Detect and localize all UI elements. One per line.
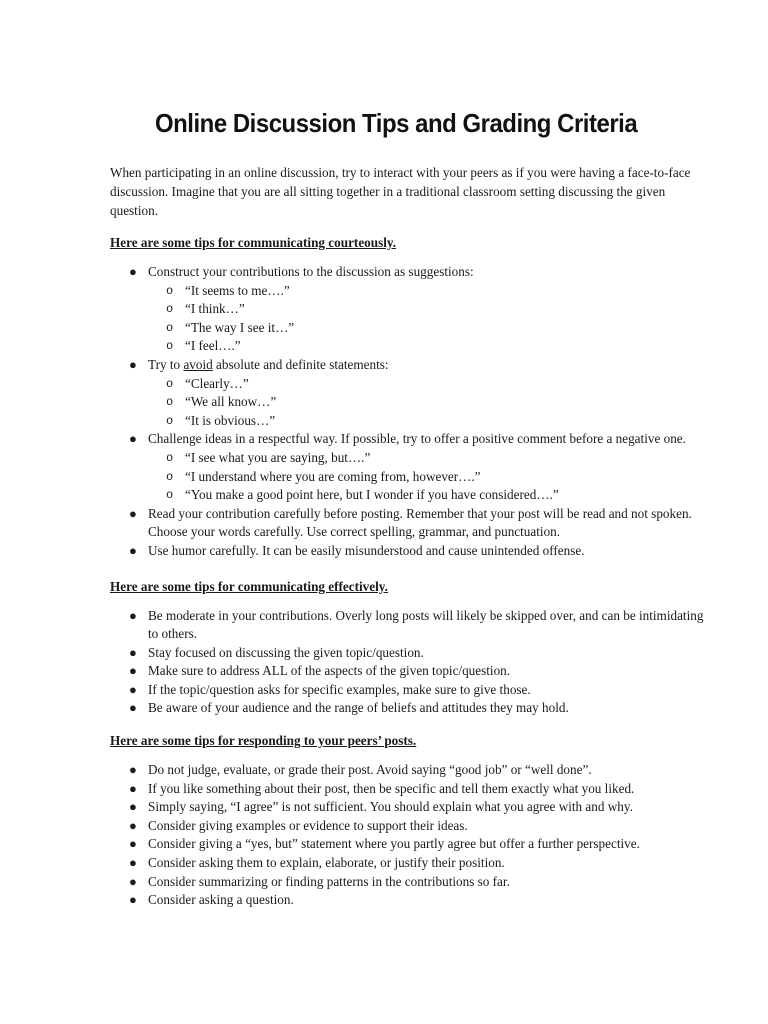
- bullet-icon: ●: [129, 681, 137, 697]
- sub-item-text: “It seems to me….”: [185, 282, 290, 298]
- sub-list-item: [166, 375, 708, 394]
- sub-list: [148, 449, 708, 505]
- list-item: [129, 891, 708, 910]
- circle-bullet-icon: o: [166, 469, 174, 484]
- circle-bullet-icon: o: [166, 302, 174, 317]
- list-item: [129, 662, 708, 681]
- sub-item-text: “I see what you are saying, but….”: [185, 449, 371, 465]
- emphasized-word: avoid: [183, 356, 213, 372]
- list-item-text: Use humor carefully. It can be easily misunderstood and cause unintended offense.: [148, 542, 585, 558]
- list-item-text: Make sure to address ALL of the aspects of the given topic/question.: [148, 663, 511, 679]
- bullet-icon: ●: [129, 836, 137, 852]
- bullet-icon: ●: [129, 700, 137, 716]
- list-item: [129, 263, 708, 356]
- circle-bullet-icon: o: [166, 413, 174, 428]
- list-item-text: Construct your contributions to the discussion as suggestions:: [148, 264, 474, 279]
- courtesy-tips-list: [110, 263, 708, 561]
- list-item-text: Be moderate in your contributions. Overly long posts will likely be skipped over, and can be intimidating to others.: [148, 607, 704, 642]
- sub-item-text: “We all know…”: [185, 394, 277, 410]
- list-item-text: Consider summarizing or finding patterns in the contributions so far.: [148, 873, 510, 889]
- list-item-text-prefix: Try to: [148, 356, 184, 372]
- list-item: [129, 681, 708, 700]
- sub-item-text: “I understand where you are coming from, however….”: [185, 468, 481, 484]
- circle-bullet-icon: o: [166, 395, 174, 410]
- bullet-icon: ●: [129, 431, 137, 447]
- bullet-icon: ●: [129, 264, 137, 279]
- sub-list: [148, 375, 708, 431]
- bullet-icon: ●: [129, 817, 137, 833]
- sub-list-item: [166, 282, 708, 301]
- list-item: [129, 356, 708, 430]
- section-heading-responding: Here are some tips for responding to your peers’ posts.: [110, 733, 417, 749]
- list-item: [129, 699, 708, 718]
- list-item-text: Do not judge, evaluate, or grade their post. Avoid saying “good job” or “well done”.: [148, 762, 592, 778]
- list-item: [129, 430, 708, 504]
- bullet-icon: ●: [129, 855, 137, 871]
- sub-item-text: “You make a good point here, but I wonder if you have considered….”: [185, 487, 559, 503]
- sub-list-item: [166, 449, 708, 468]
- sub-item-text: “It is obvious…”: [185, 412, 276, 428]
- bullet-icon: ●: [129, 542, 137, 558]
- list-item: [129, 542, 708, 561]
- bullet-icon: ●: [129, 644, 137, 660]
- sub-list-item: [166, 412, 708, 431]
- bullet-icon: ●: [129, 799, 137, 815]
- list-item-text: Consider giving examples or evidence to support their ideas.: [148, 817, 468, 833]
- sub-item-text: “The way I see it…”: [185, 319, 295, 335]
- list-item-text: Consider giving a “yes, but” statement where you partly agree but offer a further perspective.: [148, 836, 640, 852]
- list-item: [129, 798, 708, 817]
- circle-bullet-icon: o: [166, 376, 174, 391]
- sub-list-item: [166, 300, 708, 319]
- list-item: [129, 505, 708, 542]
- circle-bullet-icon: o: [166, 283, 174, 298]
- list-item-text-suffix: absolute and definite statements:: [212, 356, 389, 372]
- list-item-text: Stay focused on discussing the given topic/question.: [148, 644, 424, 660]
- bullet-icon: ●: [129, 762, 137, 778]
- bullet-icon: ●: [129, 873, 137, 889]
- list-item-text: If you like something about their post, then be specific and tell them exactly what you liked.: [148, 780, 635, 796]
- list-item: [129, 835, 708, 854]
- list-item-text: If the topic/question asks for specific examples, make sure to give those.: [148, 681, 531, 697]
- list-item-text: Read your contribution carefully before posting. Remember that your post will be read and not spoken. Choose your words carefully. Use correct spelling, grammar, and punctuation.: [148, 505, 692, 540]
- list-item: [129, 817, 708, 836]
- bullet-icon: ●: [129, 505, 137, 521]
- list-item-text: Consider asking a question.: [148, 892, 294, 908]
- sub-list-item: [166, 393, 708, 412]
- responding-tips-list: [110, 761, 708, 910]
- circle-bullet-icon: o: [166, 339, 174, 354]
- sub-item-text: “I feel….”: [185, 338, 241, 354]
- list-item: [129, 854, 708, 873]
- circle-bullet-icon: o: [166, 450, 174, 465]
- sub-list-item: [166, 468, 708, 487]
- list-item: [129, 873, 708, 892]
- circle-bullet-icon: o: [166, 488, 174, 503]
- sub-list-item: [166, 486, 708, 505]
- bullet-icon: ●: [129, 663, 137, 679]
- sub-list: [148, 282, 708, 356]
- bullet-icon: ●: [129, 780, 137, 796]
- effective-tips-list: [110, 607, 708, 719]
- bullet-icon: ●: [129, 892, 137, 908]
- circle-bullet-icon: o: [166, 320, 174, 335]
- sub-list-item: [166, 319, 708, 338]
- bullet-icon: ●: [129, 356, 137, 372]
- intro-paragraph: When participating in an online discussion, try to interact with your peers as if you were having a face-to-face discussion. Imagine that you are all sitting together in a traditional classroom setting discussing the given question.: [110, 165, 691, 218]
- list-item-text: Simply saying, “I agree” is not sufficient. You should explain what you agree with and why.: [148, 799, 633, 815]
- list-item: [129, 607, 708, 644]
- sub-item-text: “I think…”: [185, 301, 245, 317]
- list-item: [129, 780, 708, 799]
- list-item-text: Be aware of your audience and the range of beliefs and attitudes they may hold.: [148, 700, 569, 716]
- bullet-icon: ●: [129, 607, 137, 623]
- section-heading-courteously: Here are some tips for communicating courteously.: [110, 235, 397, 250]
- list-item-text: Challenge ideas in a respectful way. If possible, try to offer a positive comment before a negative one.: [148, 431, 686, 447]
- list-item-text: Consider asking them to explain, elaborate, or justify their position.: [148, 855, 505, 871]
- section-heading-effectively: Here are some tips for communicating effectively.: [110, 578, 388, 594]
- sub-item-text: “Clearly…”: [185, 375, 249, 391]
- list-item: [129, 644, 708, 663]
- sub-list-item: [166, 337, 708, 356]
- list-item: [129, 761, 708, 780]
- page-title: Online Discussion Tips and Grading Criteria: [155, 108, 638, 138]
